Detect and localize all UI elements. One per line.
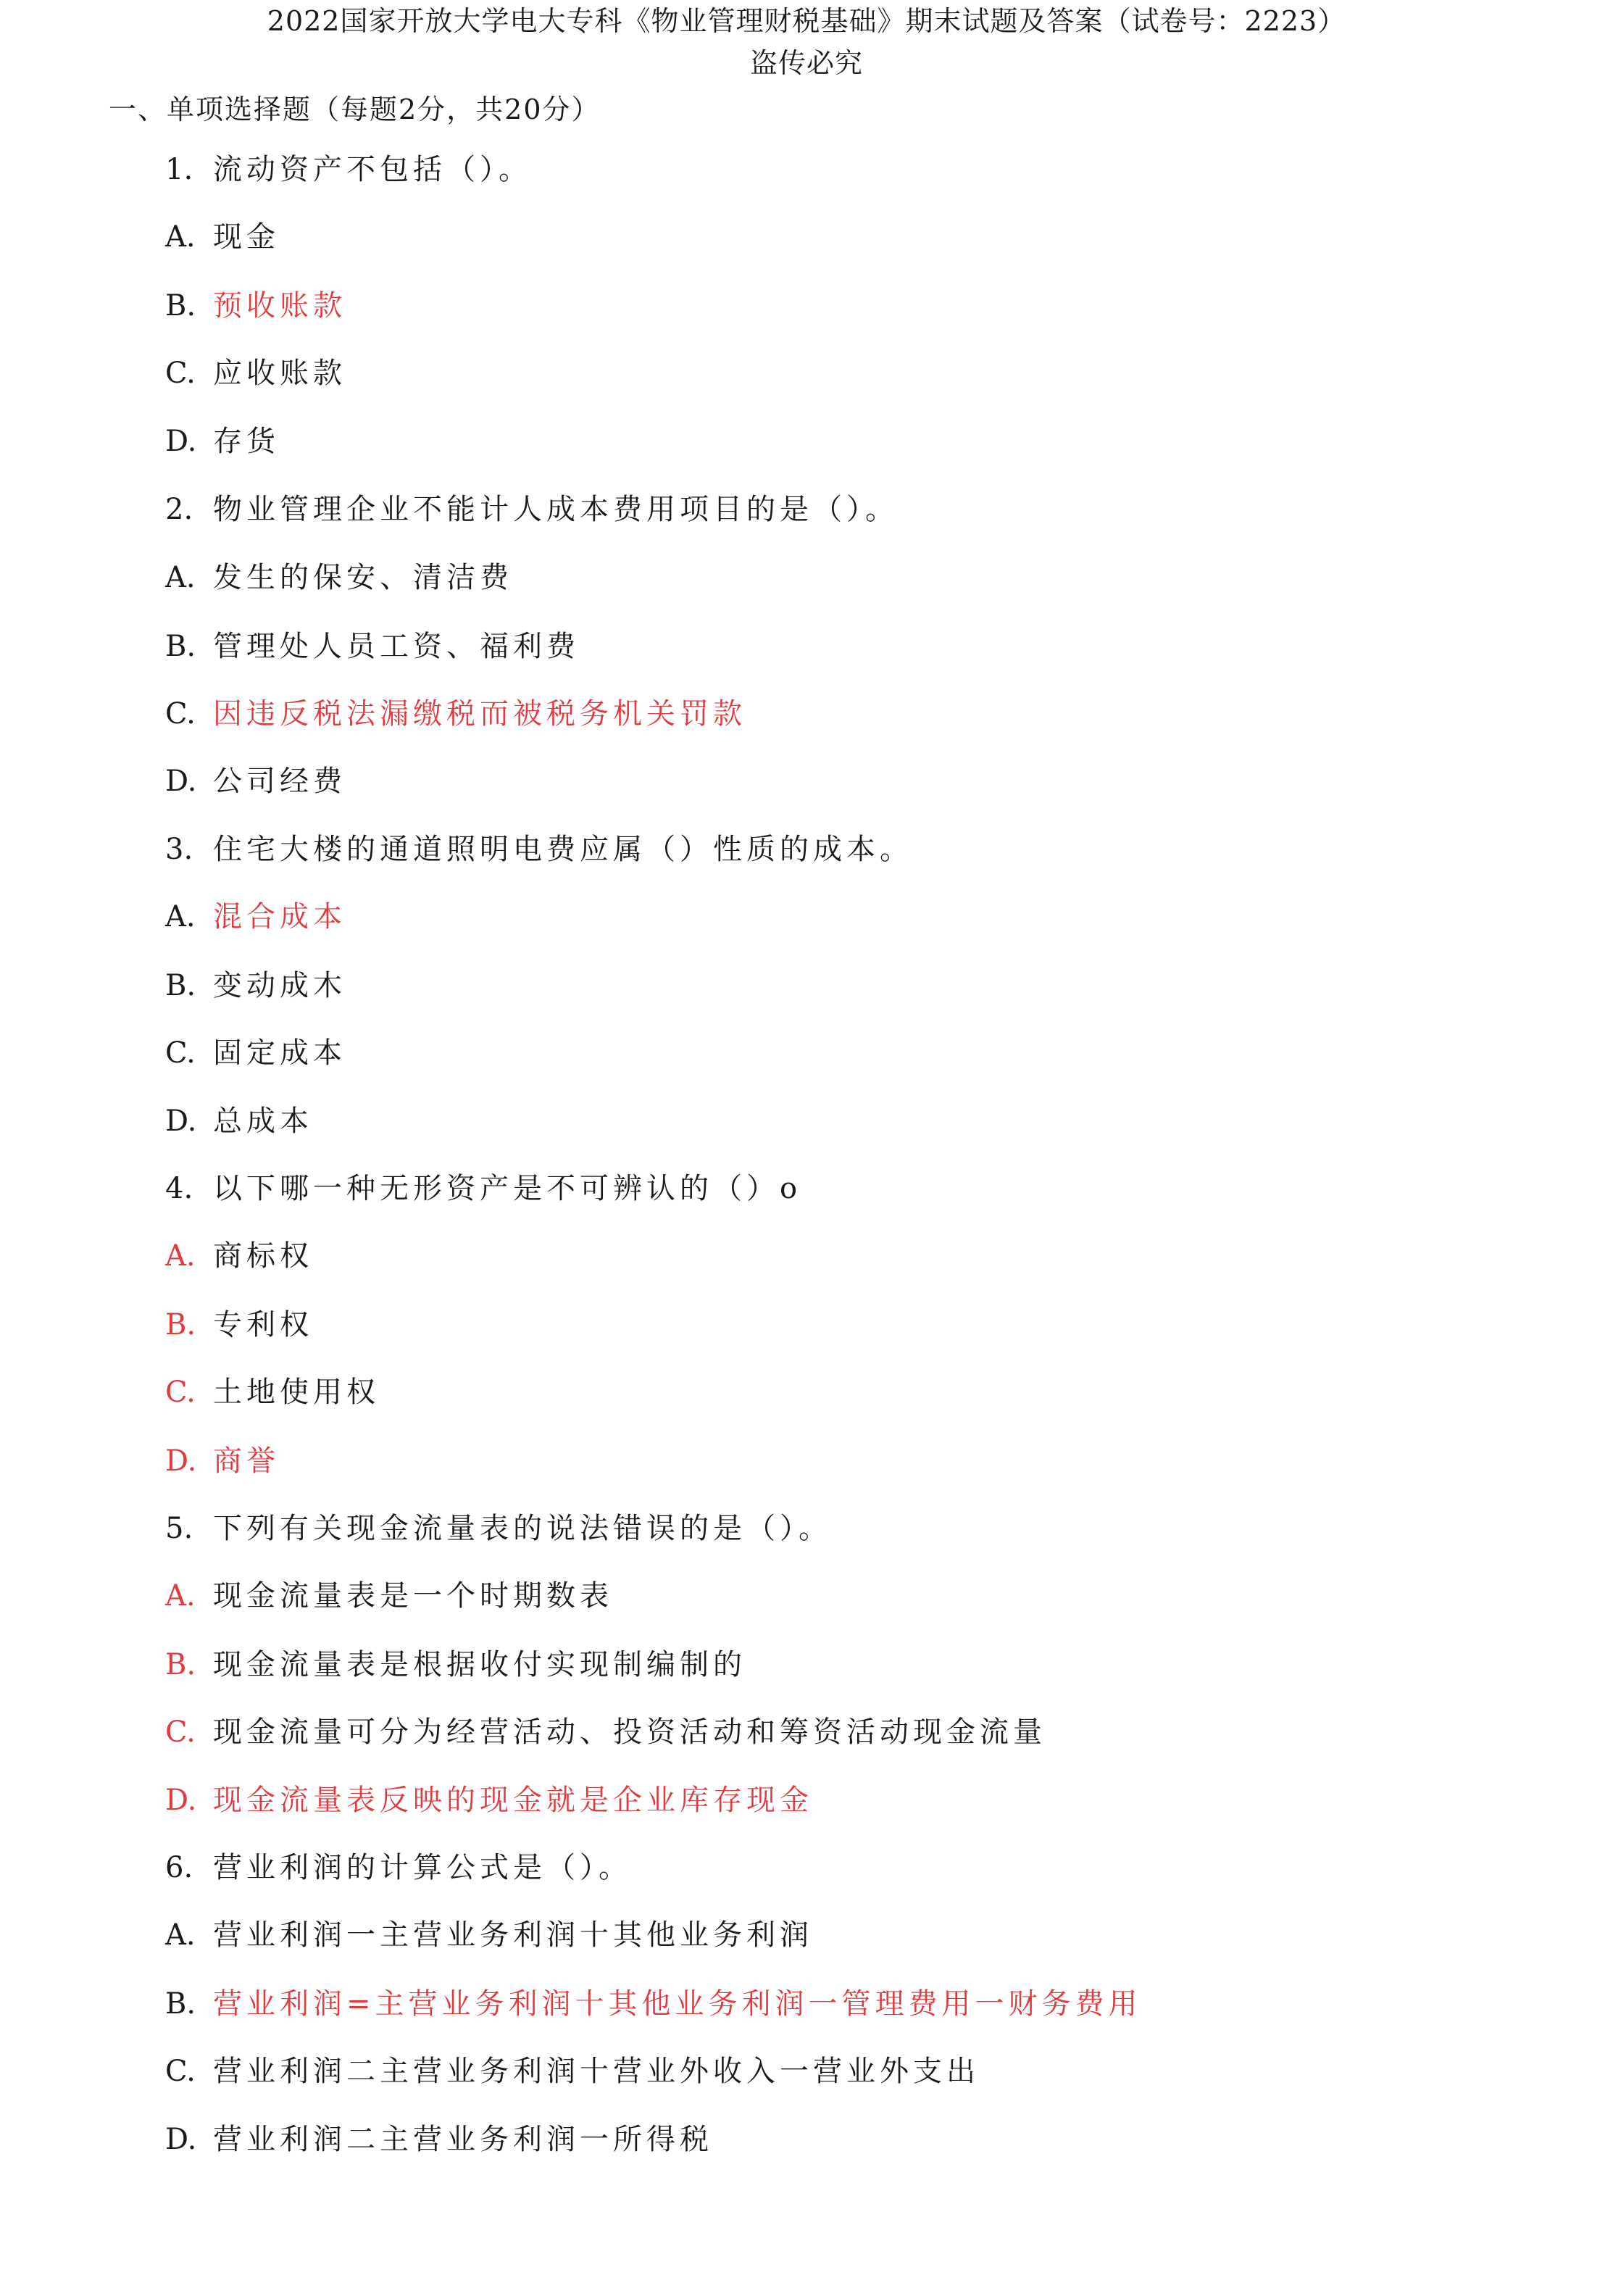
item-number: D. bbox=[165, 765, 197, 798]
answer-option bbox=[165, 629, 580, 664]
item-number: D. bbox=[165, 2123, 197, 2156]
answer-option bbox=[165, 1444, 280, 1478]
item-text: 固定成本 bbox=[213, 1036, 346, 1070]
answer-option bbox=[165, 696, 746, 731]
item-text: 现金流量表是一个时期数表 bbox=[213, 1579, 613, 1613]
item-text: 应收账款 bbox=[213, 357, 346, 390]
item-text: 公司经费 bbox=[213, 765, 346, 798]
question-stem bbox=[165, 832, 913, 867]
item-number: B. bbox=[165, 630, 196, 663]
answer-option bbox=[165, 968, 346, 1003]
item-text: 发生的保安、清洁费 bbox=[213, 561, 513, 594]
item-text: 现金流量可分为经营活动、投资活动和筹资活动现金流量 bbox=[213, 1715, 1046, 1749]
item-text: 现金流量表反映的现金就是企业库存现金 bbox=[213, 1784, 813, 1817]
item-text: 现金流量表是根据收付实现制编制的 bbox=[213, 1648, 746, 1681]
item-text: 营业利润的计算公式是（）。 bbox=[213, 1851, 632, 1884]
answer-option bbox=[165, 1783, 813, 1818]
item-text: 总成本 bbox=[213, 1105, 313, 1138]
item-text: 住宅大楼的通道照明电费应属（）性质的成本。 bbox=[213, 833, 913, 866]
item-text: 商誉 bbox=[213, 1444, 280, 1478]
item-text: 物业管理企业不能计人成本费用项目的是（）。 bbox=[213, 493, 899, 526]
question-stem bbox=[165, 1511, 832, 1546]
item-number: C. bbox=[165, 357, 196, 390]
item-text: 营业利润二主营业务利润一所得税 bbox=[213, 2123, 713, 2156]
item-number: D. bbox=[165, 425, 197, 458]
item-text: 现金 bbox=[213, 220, 280, 254]
item-number: D. bbox=[165, 1784, 197, 1817]
item-text: 营业利润二主营业务利润十营业外收入一营业外支出 bbox=[213, 2055, 980, 2088]
item-text: 流动资产不包括（）。 bbox=[213, 153, 532, 186]
item-text: 营业利润=主营业务利润十其他业务利润一管理费用一财务费用 bbox=[213, 1987, 1142, 2021]
item-number: 5. bbox=[165, 1512, 193, 1545]
answer-option bbox=[165, 1987, 1142, 2021]
item-number: C. bbox=[165, 1376, 196, 1409]
answer-option bbox=[165, 1239, 313, 1273]
answer-option bbox=[165, 1647, 746, 1682]
answer-option bbox=[165, 220, 280, 254]
answer-option bbox=[165, 356, 346, 391]
item-text: 土地使用权 bbox=[213, 1376, 380, 1409]
item-number: C. bbox=[165, 2055, 196, 2088]
document-title: 2022国家开放大学电大专科《物业管理财税基础》期末试题及答案（试卷号：2223） bbox=[267, 5, 1346, 37]
item-text: 下列有关现金流量表的说法错误的是（）。 bbox=[213, 1512, 832, 1545]
item-text: 变动成木 bbox=[213, 969, 346, 1002]
item-number: A. bbox=[165, 1918, 196, 1952]
item-text: 存货 bbox=[213, 425, 280, 458]
item-text: 专利权 bbox=[213, 1308, 313, 1342]
item-number: 4. bbox=[165, 1172, 193, 1205]
question-stem bbox=[165, 152, 532, 187]
answer-option bbox=[165, 424, 280, 459]
item-number: A. bbox=[165, 1239, 196, 1273]
answer-option bbox=[165, 764, 346, 799]
answer-option bbox=[165, 2054, 980, 2089]
item-number: A. bbox=[165, 900, 196, 933]
item-text: 以下哪一种无形资产是不可辨认的（）o bbox=[213, 1172, 802, 1205]
answer-option bbox=[165, 899, 346, 934]
item-number: C. bbox=[165, 1715, 196, 1749]
item-number: 6. bbox=[165, 1851, 193, 1884]
answer-option bbox=[165, 1307, 313, 1342]
answer-option bbox=[165, 2122, 713, 2157]
item-number: B. bbox=[165, 1648, 196, 1681]
question-stem bbox=[165, 1171, 801, 1206]
answer-option bbox=[165, 1918, 813, 1952]
document-subtitle: 盗传必究 bbox=[749, 47, 863, 79]
item-number: B. bbox=[165, 289, 196, 323]
item-text: 营业利润一主营业务利润十其他业务利润 bbox=[213, 1918, 813, 1952]
item-number: B. bbox=[165, 969, 196, 1002]
question-stem bbox=[165, 492, 899, 527]
item-number: A. bbox=[165, 561, 196, 594]
answer-option bbox=[165, 1715, 1046, 1750]
item-number: B. bbox=[165, 1308, 196, 1342]
item-number: 1. bbox=[165, 153, 193, 186]
item-number: D. bbox=[165, 1444, 197, 1478]
item-number: C. bbox=[165, 1036, 196, 1070]
item-number: 2. bbox=[165, 493, 193, 526]
answer-option bbox=[165, 1104, 313, 1139]
question-stem bbox=[165, 1850, 632, 1885]
item-text: 混合成本 bbox=[213, 900, 346, 933]
answer-option bbox=[165, 1578, 613, 1613]
item-number: D. bbox=[165, 1105, 197, 1138]
section-heading: 一、单项选择题（每题2分，共20分） bbox=[109, 93, 601, 125]
item-text: 商标权 bbox=[213, 1239, 313, 1273]
item-number: A. bbox=[165, 220, 196, 254]
answer-option bbox=[165, 1375, 380, 1410]
item-text: 管理处人员工资、福利费 bbox=[213, 630, 580, 663]
item-text: 因违反税法漏缴税而被税务机关罚款 bbox=[213, 697, 746, 731]
item-number: C. bbox=[165, 697, 196, 731]
item-number: A. bbox=[165, 1579, 196, 1613]
item-number: 3. bbox=[165, 833, 193, 866]
item-number: B. bbox=[165, 1987, 196, 2021]
answer-option bbox=[165, 1036, 346, 1070]
answer-option bbox=[165, 288, 346, 323]
item-text: 预收账款 bbox=[213, 289, 346, 323]
answer-option bbox=[165, 560, 513, 595]
